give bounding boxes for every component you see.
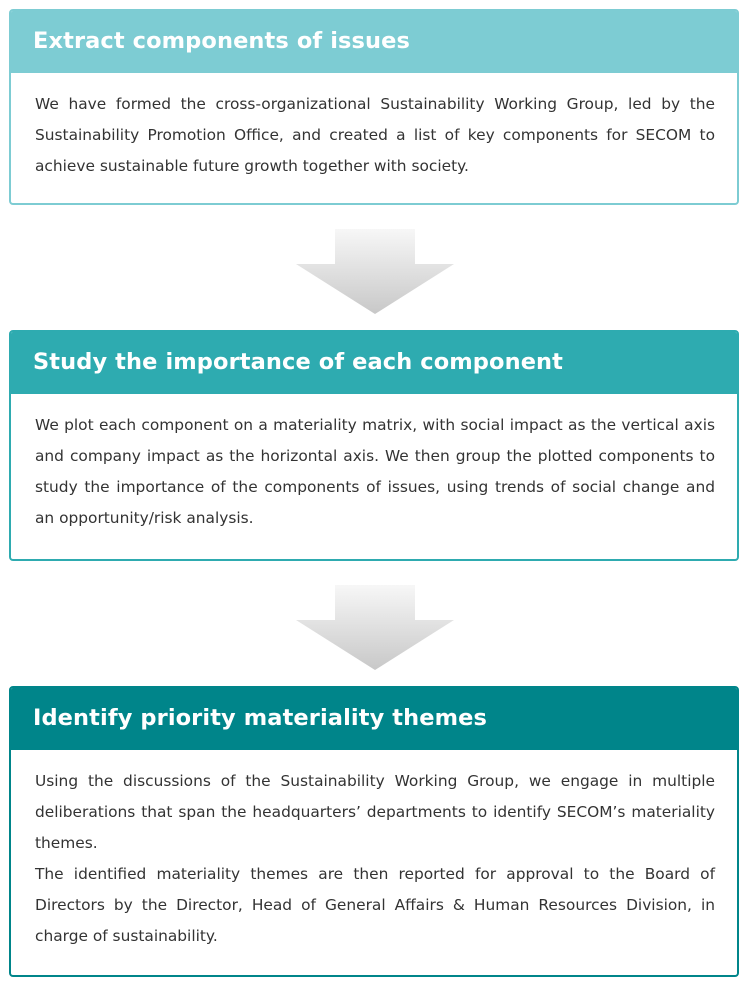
step-title: Extract components of issues: [9, 9, 739, 73]
step-paragraph: The identified materiality themes are then reported for approval to the Board of Directors by the Director, Head of General Affairs & Human Resources Division, in charge of sustainability.: [35, 865, 715, 945]
step-extract-components: [9, 9, 739, 205]
step-title: Identify priority materiality themes: [9, 686, 739, 750]
step-paragraph: Using the discussions of the Sustainability Working Group, we engage in multiple deliberations that span the headquarters’ departments to identify SECOM’s materiality themes.: [35, 772, 715, 852]
step-identify-themes: [9, 686, 739, 977]
step-title: Study the importance of each component: [9, 330, 739, 394]
down-arrow-icon: [296, 229, 454, 314]
step-study-importance: [9, 330, 739, 561]
down-arrow-icon: [296, 585, 454, 670]
step-description: [11, 73, 737, 182]
step-paragraph: We have formed the cross-organizational Sustainability Working Group, led by the Sustainability Promotion Office, and created a list of key components for SECOM to achieve sustainable future growth together with society.: [35, 95, 715, 175]
step-paragraph: We plot each component on a materiality matrix, with social impact as the vertical axis and company impact as the horizontal axis. We then group the plotted components to study the importance of the components of issues, using trends of social change and an opportunity/risk analysis.: [35, 416, 715, 527]
step-description: [11, 750, 737, 952]
step-description: [11, 394, 737, 534]
